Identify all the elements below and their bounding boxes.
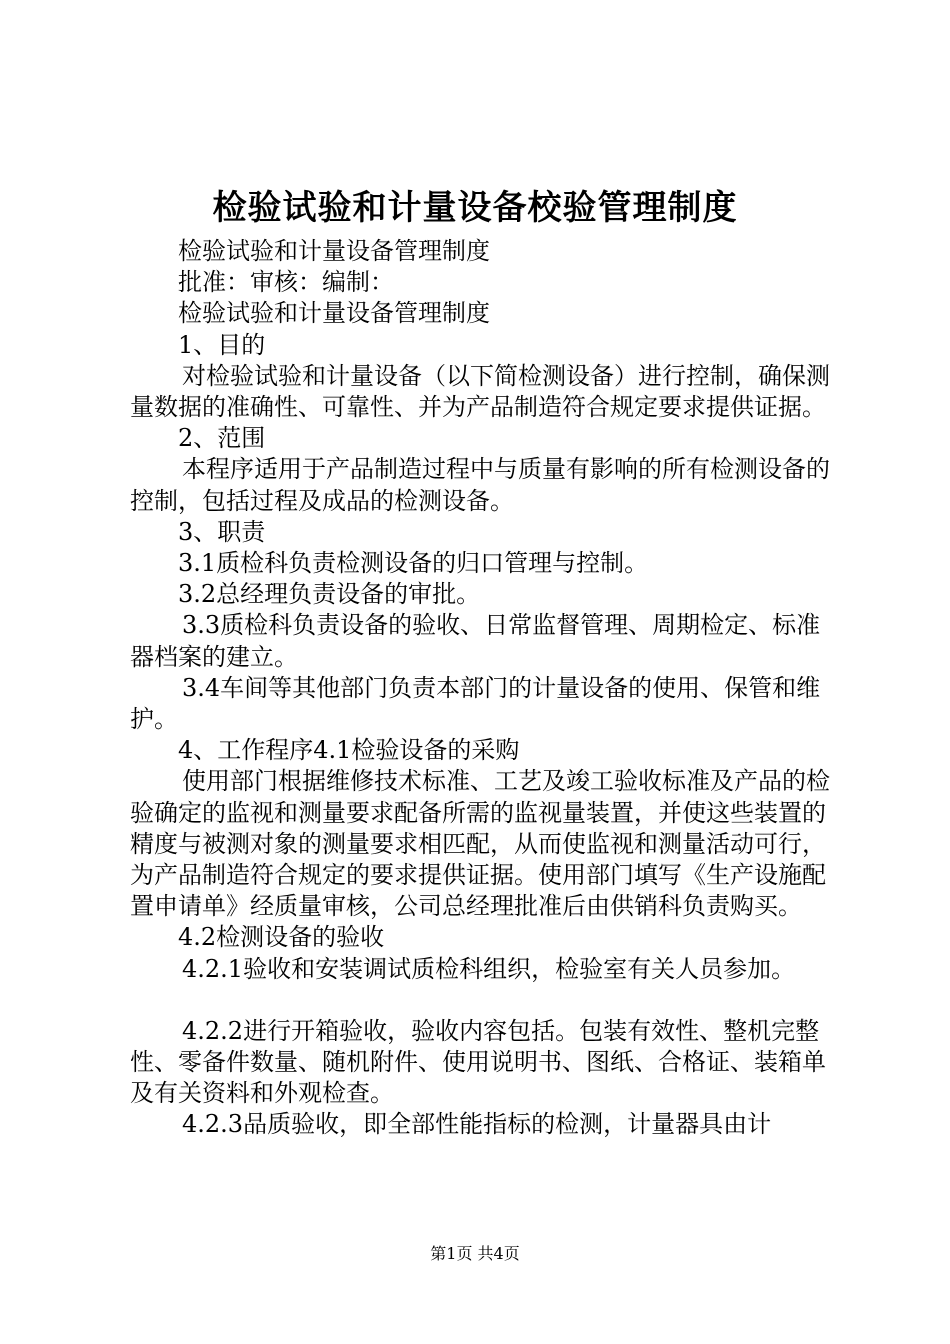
section-heading: 2、范围: [178, 424, 266, 453]
paragraph: 4.2.3品质验收，即全部性能指标的检测，计量器具由计: [182, 1110, 772, 1139]
paragraph: 3.4车间等其他部门负责本部门的计量设备的使用、保管和维护。: [130, 673, 821, 734]
section-heading: 4、工作程序4.1检验设备的采购: [178, 736, 520, 765]
paragraph: 对检验试验和计量设备（以下简检测设备）进行控制，确保测量数据的准确性、可靠性、并为产品制造符合规定要求提供证据。: [130, 361, 830, 422]
paragraph: 本程序适用于产品制造过程中与质量有影响的所有检测设备的控制，包括过程及成品的检测设备。: [130, 455, 830, 515]
page-footer: 第1页 共4页: [430, 1244, 520, 1263]
paragraph: 使用部门根据维修技术标准、工艺及竣工验收标准及产品的检验确定的监视和测量要求配备所需的监视量装置，并使这些装置的精度与被测对象的测量要求相匹配，从而使监视和测量活动可行，为产品制造符合规定的要求提供证据。使用部门填写《生产设施配置申请单》经质量审核，公司总经理批准后由供销科负责购买。: [130, 767, 830, 921]
paragraph: 3.2总经理负责设备的审批。: [178, 580, 481, 609]
paragraph: 批准：审核：编制：: [178, 268, 394, 297]
paragraph: 4.2.2进行开箱验收，验收内容包括。包装有效性、整机完整性、零备件数量、随机附件、使用说明书、图纸、合格证、装箱单及有关资料和外观检查。: [130, 1016, 826, 1108]
document-body: [130, 236, 840, 1141]
paragraph: 3.3质检科负责设备的验收、日常监督管理、周期检定、标准器档案的建立。: [130, 611, 821, 671]
document-title: 检验试验和计量设备校验管理制度: [212, 188, 738, 228]
section-heading: 1、目的: [178, 330, 266, 359]
paragraph: 检验试验和计量设备管理制度: [178, 299, 490, 328]
paragraph: 3.1质检科负责检测设备的归口管理与控制。: [178, 549, 649, 578]
paragraph: 4.2.1验收和安装调试质检科组织，检验室有关人员参加。: [182, 954, 796, 983]
section-heading: 4.2检测设备的验收: [178, 923, 385, 952]
section-heading: 3、职责: [178, 517, 266, 546]
paragraph: 检验试验和计量设备管理制度: [178, 237, 490, 265]
